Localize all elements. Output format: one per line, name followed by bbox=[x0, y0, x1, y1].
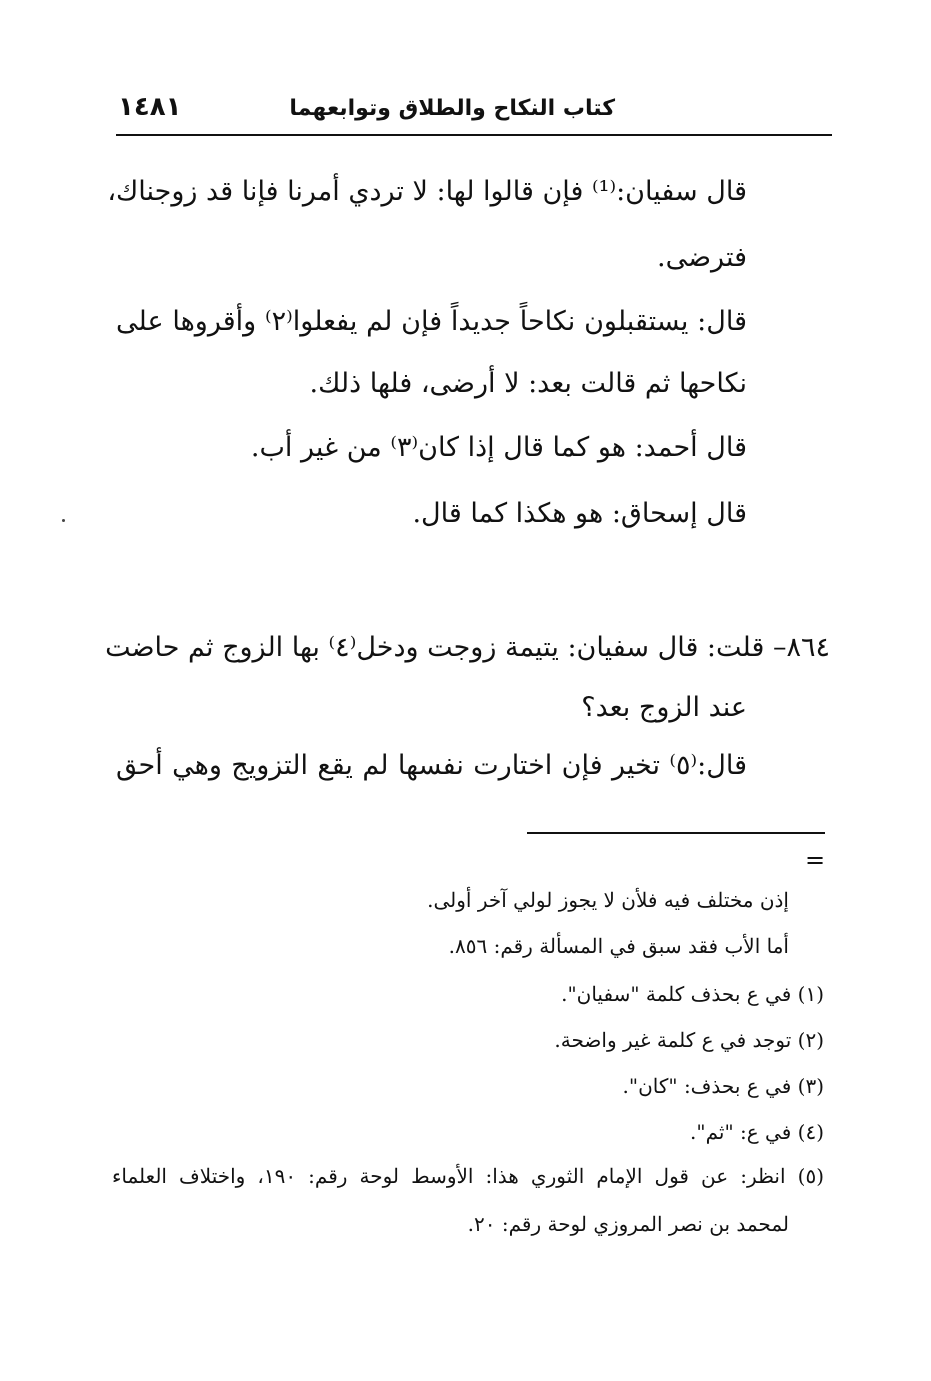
text-line: قال: يستقبلون نكاحاً جديداً فإن لم يفعلوا⁽٢⁾ وأقروها على bbox=[116, 306, 748, 337]
text-line: فترضى. bbox=[657, 242, 747, 273]
page-speck bbox=[62, 519, 65, 522]
footnote-line: لمحمد بن نصر المروزي لوحة رقم: ٢٠. bbox=[467, 1212, 789, 1236]
text-line: نكاحها ثم قالت بعد: لا أرضى، فلها ذلك. bbox=[309, 368, 747, 399]
footnote-line: أما الأب فقد سبق في المسألة رقم: ٨٥٦. bbox=[448, 934, 789, 958]
text-line: قال إسحاق: هو هكذا كما قال. bbox=[412, 498, 747, 529]
text-line: قال:⁽٥⁾ تخير فإن اختارت نفسها لم يقع التزويج وهي أحق bbox=[116, 750, 747, 781]
footnote-3: (٣) في ع بحذف: "كان". bbox=[622, 1074, 824, 1098]
footnote-2: (٢) توجد في ع كلمة غير واضحة. bbox=[554, 1028, 824, 1052]
running-header bbox=[118, 92, 830, 132]
footnote-rule bbox=[527, 832, 825, 834]
text-line: عند الزوج بعد؟ bbox=[581, 692, 747, 723]
text-line: قال أحمد: هو كما قال إذا كان⁽٣⁾ من غير أب. bbox=[250, 432, 747, 463]
text-line: ٨٦٤– قلت: قال سفيان: يتيمة زوجت ودخل⁽٤⁾ بها الزوج ثم حاضت bbox=[105, 632, 830, 663]
footnote-1: (١) في ع بحذف كلمة "سفيان". bbox=[561, 982, 824, 1006]
footnote-4: (٤) في ع: "ثم". bbox=[690, 1120, 824, 1144]
footnote-line: إذن مختلف فيه فلأن لا يجوز لولي آخر أولى. bbox=[427, 888, 789, 912]
page-number: ١٤٨١ bbox=[118, 92, 182, 122]
footnote-continuation-mark: = bbox=[805, 846, 826, 874]
footnote-5: (٥) انظر: عن قول الإمام الثوري هذا: الأوسط لوحة رقم: ١٩٠، واختلاف العلماء bbox=[112, 1164, 824, 1188]
header-rule bbox=[116, 134, 832, 136]
text-line: قال سفيان:⁽¹⁾ فإن قالوا لها: لا تردي أمرنا فإنا قد زوجناك، bbox=[107, 176, 747, 207]
book-title: كتاب النكاح والطلاق وتوابعهما bbox=[289, 96, 615, 121]
